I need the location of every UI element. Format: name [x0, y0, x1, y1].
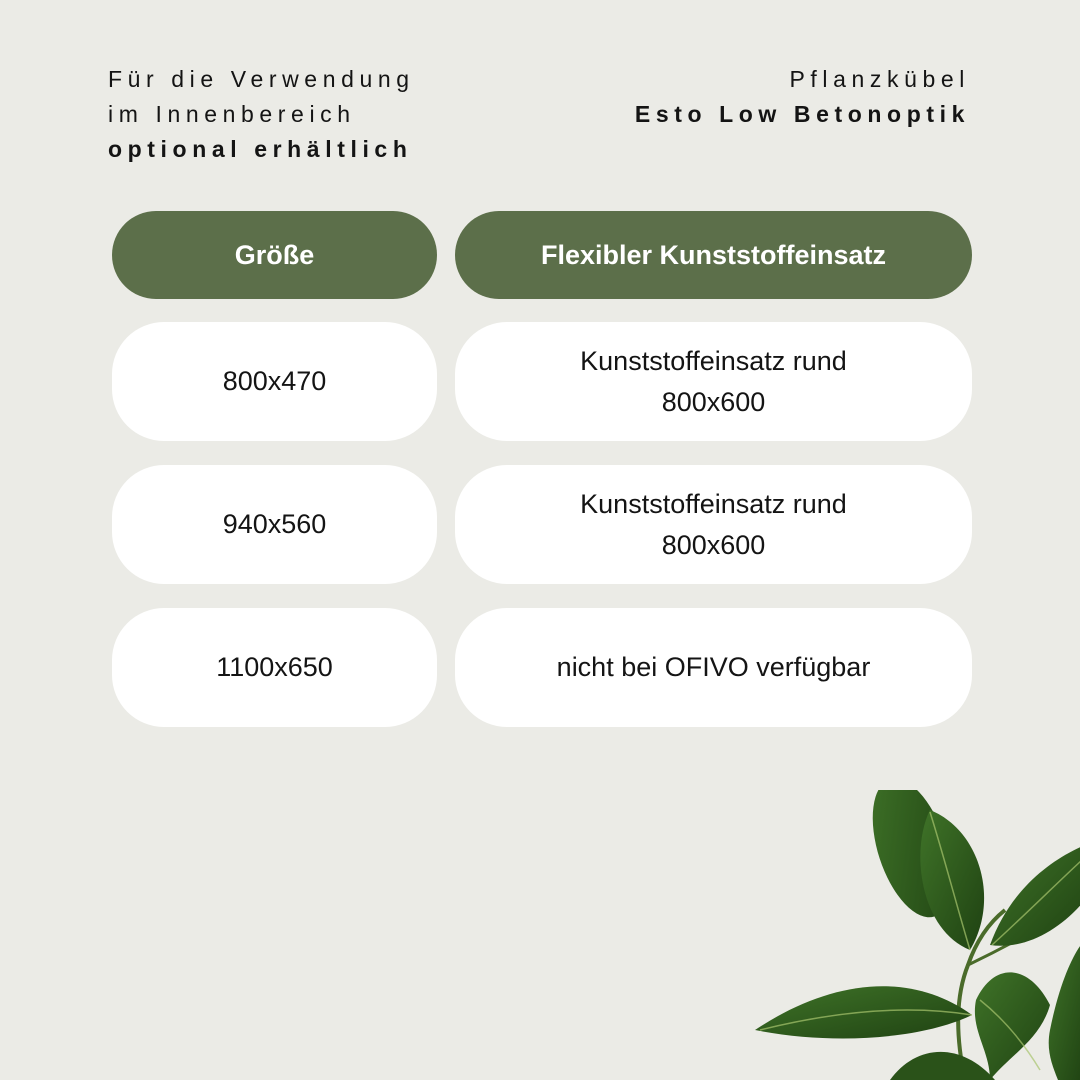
insert-cell — [455, 322, 972, 441]
insert-line-1: Kunststoffeinsatz rund — [580, 345, 847, 376]
insert-line-1: nicht bei OFIVO verfügbar — [556, 652, 871, 682]
size-cell: 800x470 — [112, 322, 437, 441]
leaf-decoration — [740, 790, 1080, 1080]
insert-cell — [455, 608, 972, 727]
header-size: Größe — [112, 211, 437, 299]
size-cell: 1100x650 — [112, 608, 437, 727]
insert-cell — [455, 465, 972, 584]
insert-line-1: Kunststoffeinsatz rund — [580, 488, 847, 519]
insert-line-2: 800x600 — [661, 529, 766, 560]
product-category: Pflanzkübel — [789, 66, 970, 92]
product-name: Esto Low Betonoptik — [634, 101, 970, 127]
product-heading — [635, 62, 970, 132]
header-insert: Flexibler Kunststoffeinsatz — [455, 211, 972, 299]
intro-line-3: optional erhältlich — [108, 136, 413, 162]
intro-line-2: im Innenbereich — [108, 101, 356, 127]
intro-text — [108, 62, 415, 167]
insert-line-2: 800x600 — [661, 386, 766, 417]
intro-line-1: Für die Verwendung — [108, 66, 415, 92]
size-cell: 940x560 — [112, 465, 437, 584]
